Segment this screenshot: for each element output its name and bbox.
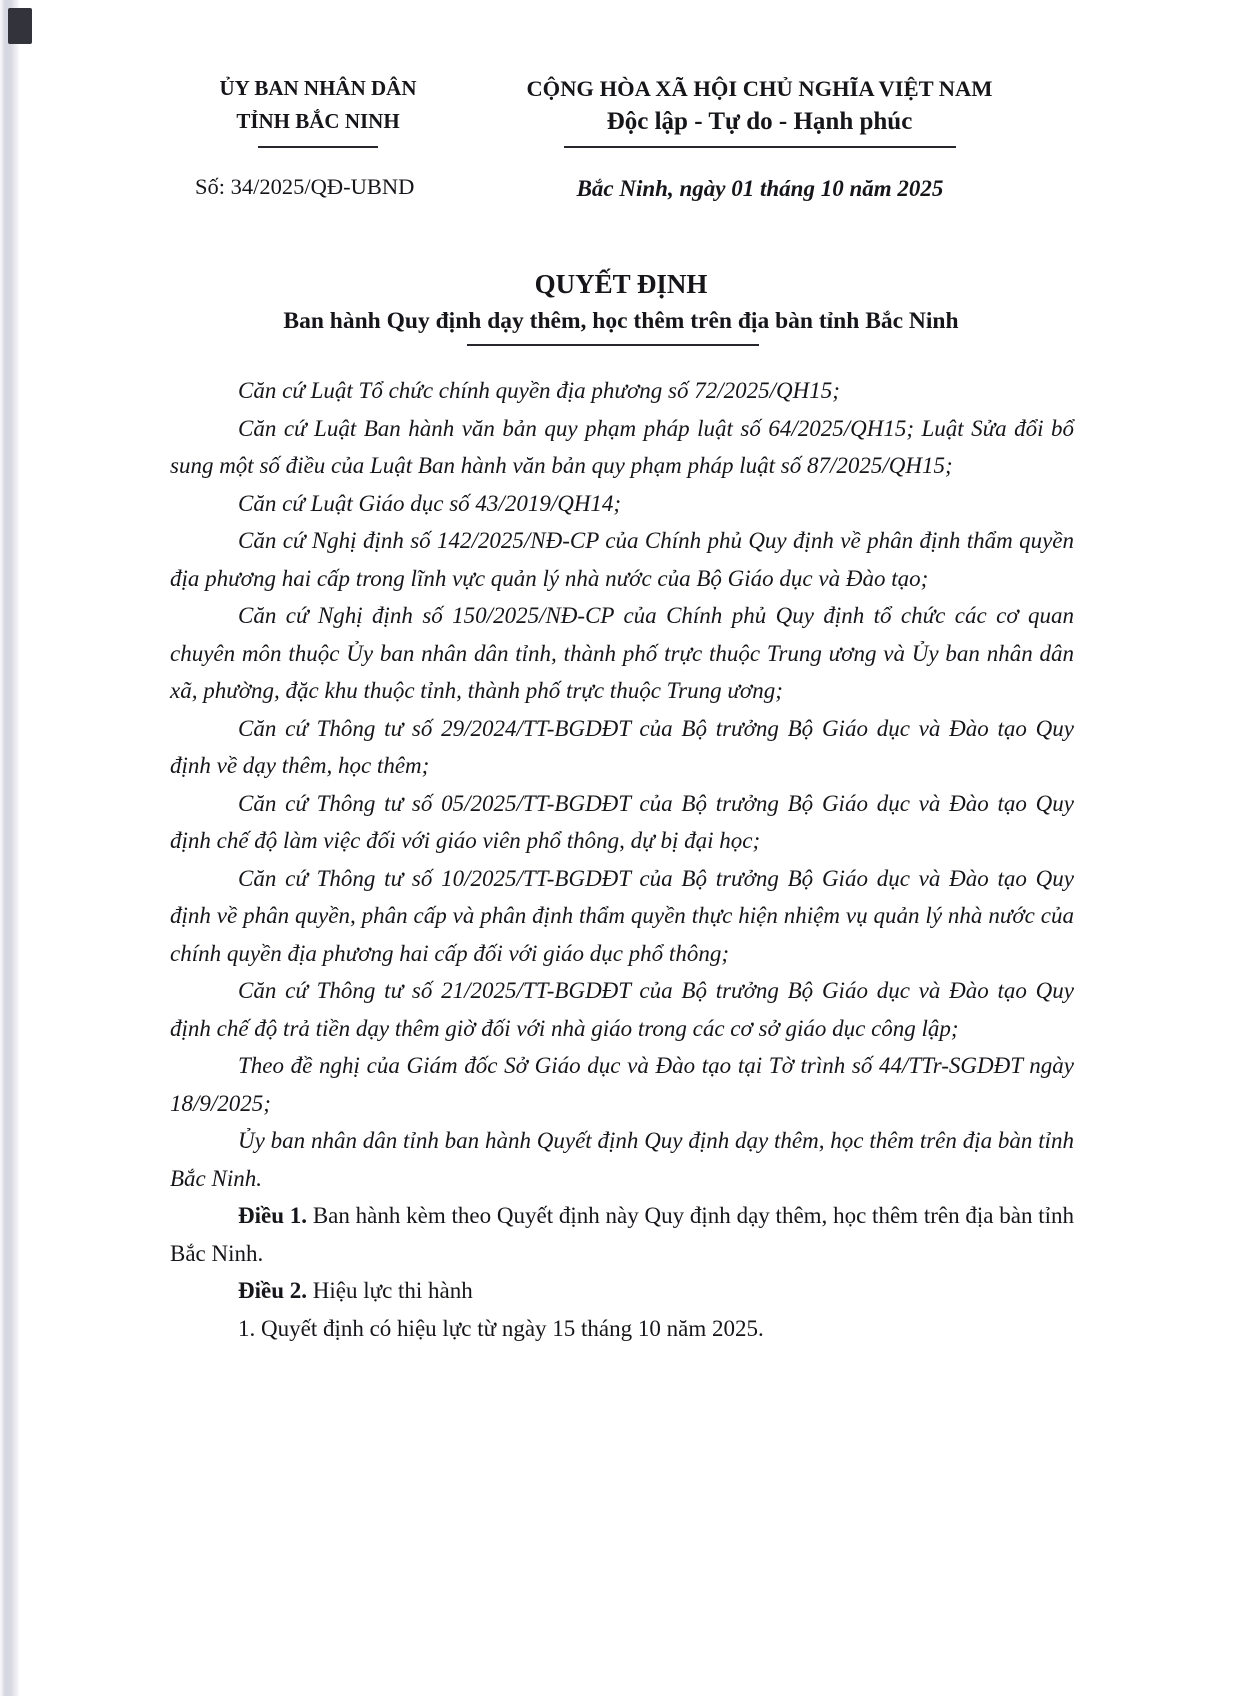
paragraph: Căn cứ Thông tư số 05/2025/TT-BGDĐT của Bộ trưởng Bộ Giáo dục và Đào tạo Quy định chế độ làm việc đối với giáo viên phổ thông, dự bị đại học;	[170, 790, 1074, 853]
org-name-line: ỦY BAN NHÂN DÂN	[219, 76, 417, 100]
document-body	[170, 372, 1074, 1347]
paragraph: Điều 2. Hiệu lực thi hành	[238, 1278, 473, 1303]
paragraph: Điều 1. Ban hành kèm theo Quyết định này Quy định dạy thêm, học thêm trên địa bàn tỉnh Bắc Ninh.	[170, 1203, 1074, 1266]
document-header	[0, 0, 1242, 148]
scan-edge-strip	[0, 0, 20, 1696]
motto-underline	[564, 146, 956, 148]
paragraph: Căn cứ Nghị định số 142/2025/NĐ-CP của Chính phủ Quy định về phân định thẩm quyền địa phương hai cấp trong lĩnh vực quản lý nhà nước của Bộ Giáo dục và Đào tạo;	[170, 528, 1074, 591]
org-province-line: TỈNH BẮC NINH	[236, 109, 400, 133]
national-motto: Độc lập - Tự do - Hạnh phúc	[606, 108, 913, 135]
paragraph: 1. Quyết định có hiệu lực từ ngày 15 tháng 10 năm 2025.	[238, 1315, 764, 1341]
paragraph: Căn cứ Luật Giáo dục số 43/2019/QH14;	[238, 490, 622, 516]
national-header-block	[472, 72, 1047, 148]
org-underline	[258, 146, 378, 148]
title-underline	[467, 344, 759, 346]
paragraph: Căn cứ Thông tư số 21/2025/TT-BGDĐT của Bộ trưởng Bộ Giáo dục và Đào tạo Quy định chế độ trả tiền dạy thêm giờ đối với nhà giáo trong các cơ sở giáo dục công lập;	[170, 978, 1074, 1041]
paragraph: Căn cứ Thông tư số 10/2025/TT-BGDĐT của Bộ trưởng Bộ Giáo dục và Đào tạo Quy định về phân quyền, phân cấp và phân định thẩm quyền thực hiện nhiệm vụ quản lý nhà nước của chính quyền địa phương hai cấp đối với giáo dục phổ thông;	[170, 865, 1074, 966]
paragraph: Ủy ban nhân dân tỉnh ban hành Quyết định Quy định dạy thêm, học thêm trên địa bàn tỉnh Bắc Ninh.	[170, 1128, 1074, 1191]
paragraph: Căn cứ Nghị định số 150/2025/NĐ-CP của Chính phủ Quy định tổ chức các cơ quan chuyên môn thuộc Ủy ban nhân dân tỉnh, thành phố trực thuộc Trung ương và Ủy ban nhân dân xã, phường, đặc khu thuộc tỉnh, thành phố trực thuộc Trung ương;	[170, 603, 1074, 703]
scan-corner-mark	[8, 8, 32, 44]
issuing-org-block	[170, 72, 466, 148]
paragraph: Căn cứ Luật Ban hành văn bản quy phạm pháp luật số 64/2025/QH15; Luật Sửa đổi bổ sung một số điều của Luật Ban hành văn bản quy phạm pháp luật số 87/2025/QH15;	[170, 415, 1074, 478]
paragraph: Căn cứ Thông tư số 29/2024/TT-BGDĐT của Bộ trưởng Bộ Giáo dục và Đào tạo Quy định về dạy thêm, học thêm;	[170, 715, 1074, 778]
decision-subtitle: Ban hành Quy định dạy thêm, học thêm trên địa bàn tỉnh Bắc Ninh	[283, 308, 959, 334]
decision-heading: QUYẾT ĐỊNH	[534, 269, 708, 299]
paragraph-lead: Điều 1.	[238, 1203, 313, 1228]
reference-row	[0, 174, 1242, 216]
title-block	[0, 268, 1242, 346]
paragraph-lead: Điều 2.	[238, 1278, 313, 1303]
doc-number: Số: 34/2025/QĐ-UBND	[195, 174, 415, 199]
issue-date-line: Bắc Ninh, ngày 01 tháng 10 năm 2025	[576, 176, 944, 201]
paragraph: Theo đề nghị của Giám đốc Sở Giáo dục và Đào tạo tại Tờ trình số 44/TTr-SGDĐT ngày 18/9/2025;	[170, 1053, 1074, 1116]
paragraph: Căn cứ Luật Tổ chức chính quyền địa phương số 72/2025/QH15;	[238, 378, 840, 403]
national-title: CỘNG HÒA XÃ HỘI CHỦ NGHĨA VIỆT NAM	[526, 76, 993, 101]
